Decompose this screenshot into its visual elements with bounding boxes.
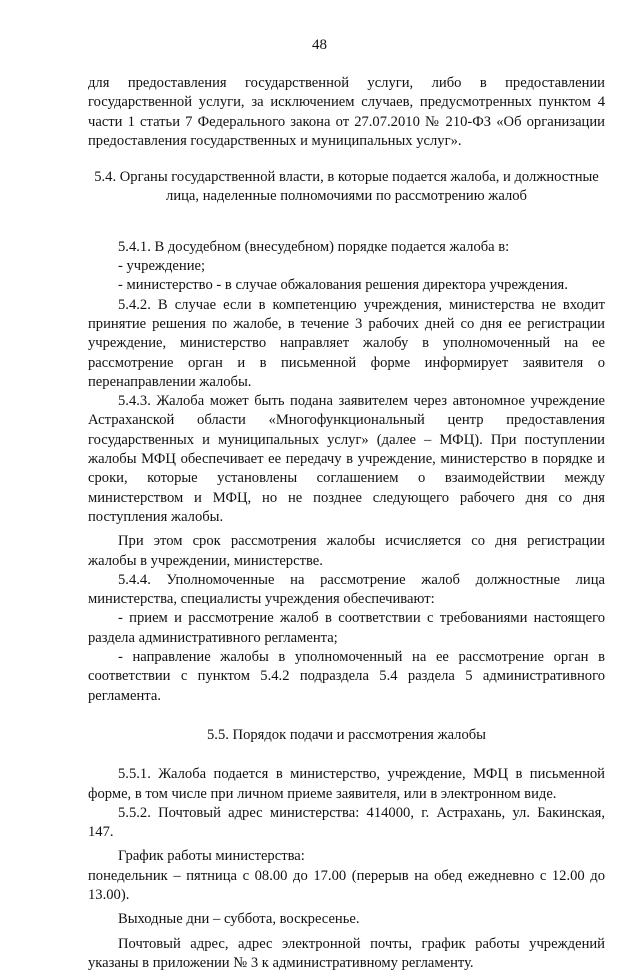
schedule-hours: понедельник – пятница с 08.00 до 17.00 (перерыв на обед ежедневно с 12.00 до 13.00). [88,867,605,903]
days-off: Выходные дни – суббота, воскресенье. [118,911,360,928]
paragraph-5-4-3: 5.4.3. Жалоба может быть подана заявителем через автономное учреждение Астраханской области «Многофункциональный центр предоставления государственных и муниципальных услуг» (далее – МФЦ). При поступлении жалобы МФЦ обеспечивает ее передачу в учреждение, министерство в порядке и сроки, которые установлены соглашением о взаимодействии между министерством и МФЦ, но не позднее следующего рабочего дня со дня поступления жалобы. [88,393,605,525]
list-item-reception: - прием и рассмотрение жалоб в соответствии с требованиями настоящего раздела административного регламента; [88,610,605,646]
paragraph-intro: для предоставления государственной услуги, либо в предоставлении государственной услуги, за исключением случаев, предусмотренных пунктом 4 части 1 статьи 7 Федерального закона от 27.07.2010 № 210-ФЗ «Об организации предоставления государственных и муниципальных услуг». [88,75,605,149]
paragraph-5-4-2: 5.4.2. В случае если в компетенцию учреждения, министерства не входит принятие решения по жалобе, в течение 3 рабочих дней со дня ее регистрации учреждение, министерство направляет жалобу в уполномоченный на ее рассмотрение орган и в письменной форме информирует заявителя о перенаправлении жалобы. [88,296,605,390]
section-heading-5-5: 5.5. Порядок подачи и рассмотрения жалобы [207,726,486,743]
paragraph-5-4-4: 5.4.4. Уполномоченные на рассмотрение жалоб должностные лица министерства, специалисты учреждения обеспечивают: [88,571,605,608]
paragraph-5-5-2: 5.5.2. Почтовый адрес министерства: 414000, г. Астрахань, ул. Бакинская, 147. [88,804,605,841]
list-item-ministry: - министерство - в случае обжалования решения директора учреждения. [118,277,568,294]
section-heading-5-4: 5.4. Органы государственной власти, в которые подается жалоба, и должностные лица, наделенные полномочиями по рассмотрению жалоб [94,169,599,205]
document-body [88,74,605,973]
list-item-redirection: - направление жалобы в уполномоченный на ее рассмотрение орган в соответствии с пунктом 5.4.2 подраздела 5.4 раздела 5 административного регламента. [88,649,605,704]
paragraph-5-4-3-term: При этом срок рассмотрения жалобы исчисляется со дня регистрации жалобы в учреждении, министерстве. [88,533,605,569]
paragraph-5-5-1: 5.5.1. Жалоба подается в министерство, учреждение, МФЦ в письменной форме, в том числе при личном приеме заявителя, или в электронном виде. [88,766,605,802]
schedule-title: График работы министерства: [118,848,305,865]
list-item-institution: - учреждение; [118,258,206,275]
paragraph-final: Почтовый адрес, адрес электронной почты, график работы учреждений указаны в приложении № 3 к административному регламенту. [88,935,605,971]
paragraph-5-4-1: 5.4.1. В досудебном (внесудебном) порядке подается жалоба в: [118,238,510,255]
page-number: 48 [312,37,327,53]
